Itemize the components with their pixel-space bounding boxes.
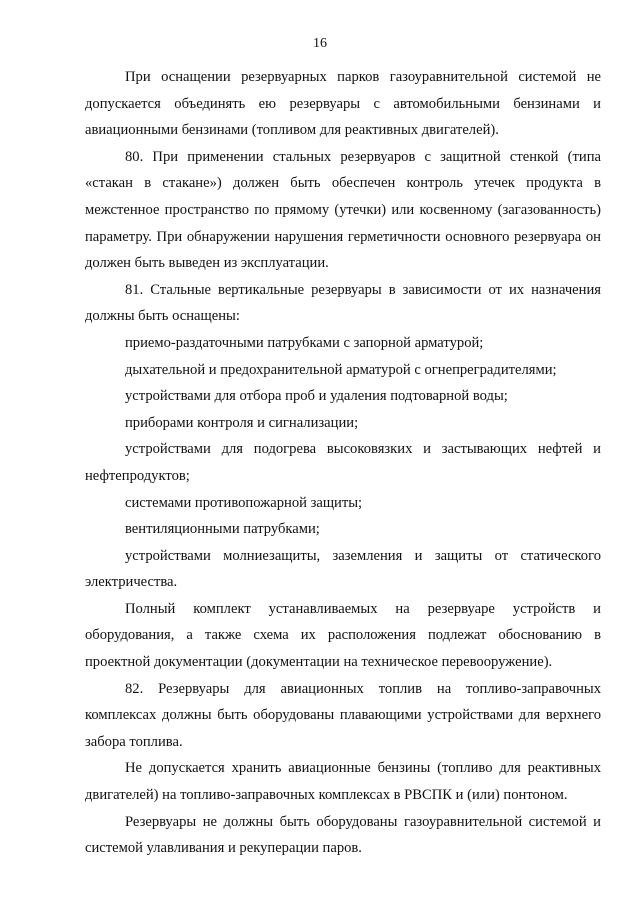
paragraph: Резервуары не должны быть оборудованы газоуравнительной системой и системой улавливания и рекуперации паров. (85, 813, 601, 857)
paragraph: При оснащении резервуарных парков газоуравнительной системой не допускается объединять ею резервуары с автомобильными бензинами и авиационными бензинами (топливом для реактивных двигателей). (85, 69, 601, 139)
paragraph-82: 82. Резервуары для авиационных топлив на топливо-заправочных комплексах должны быть оборудованы плавающими устройствами для верхнего забора топлива. (85, 680, 601, 750)
list-item: дыхательной и предохранительной арматурой с огнепреградителями; (125, 361, 557, 378)
list-item: приборами контроля и сигнализации; (125, 414, 359, 431)
document-body (85, 64, 601, 862)
list-item: вентиляционными патрубками; (125, 521, 320, 538)
list-item: системами противопожарной защиты; (125, 494, 363, 511)
paragraph: Не допускается хранить авиационные бензины (топливо для реактивных двигателей) на топливо-заправочных комплексах в РВСПК и (или) понтоном. (85, 760, 601, 804)
paragraph-80: 80. При применении стальных резервуаров с защитной стенкой (типа «стакан в стакане») должен быть обеспечен контроль утечек продукта в межстенное пространство по прямому (утечки) или косвенному (загазованность) параметру. При обнаружении нарушения герметичности основного резервуара он должен быть выведен из эксплуатации. (85, 148, 601, 272)
paragraph-81: 81. Стальные вертикальные резервуары в зависимости от их назначения должны быть оснащены: (85, 281, 601, 325)
list-item: приемо-раздаточными патрубками с запорной арматурой; (125, 334, 484, 351)
list-item: устройствами для отбора проб и удаления подтоварной воды; (125, 388, 508, 405)
page-number: 16 (313, 36, 327, 51)
paragraph: Полный комплект устанавливаемых на резервуаре устройств и оборудования, а также схема их расположения подлежат обоснованию в проектной документации (документации на техническое перевооружение). (85, 600, 601, 671)
list-item: устройствами для подогрева высоковязких и застывающих нефтей и нефтепродуктов; (85, 441, 601, 484)
list-item: устройствами молниезащиты, заземления и защиты от статического электричества. (85, 547, 601, 591)
